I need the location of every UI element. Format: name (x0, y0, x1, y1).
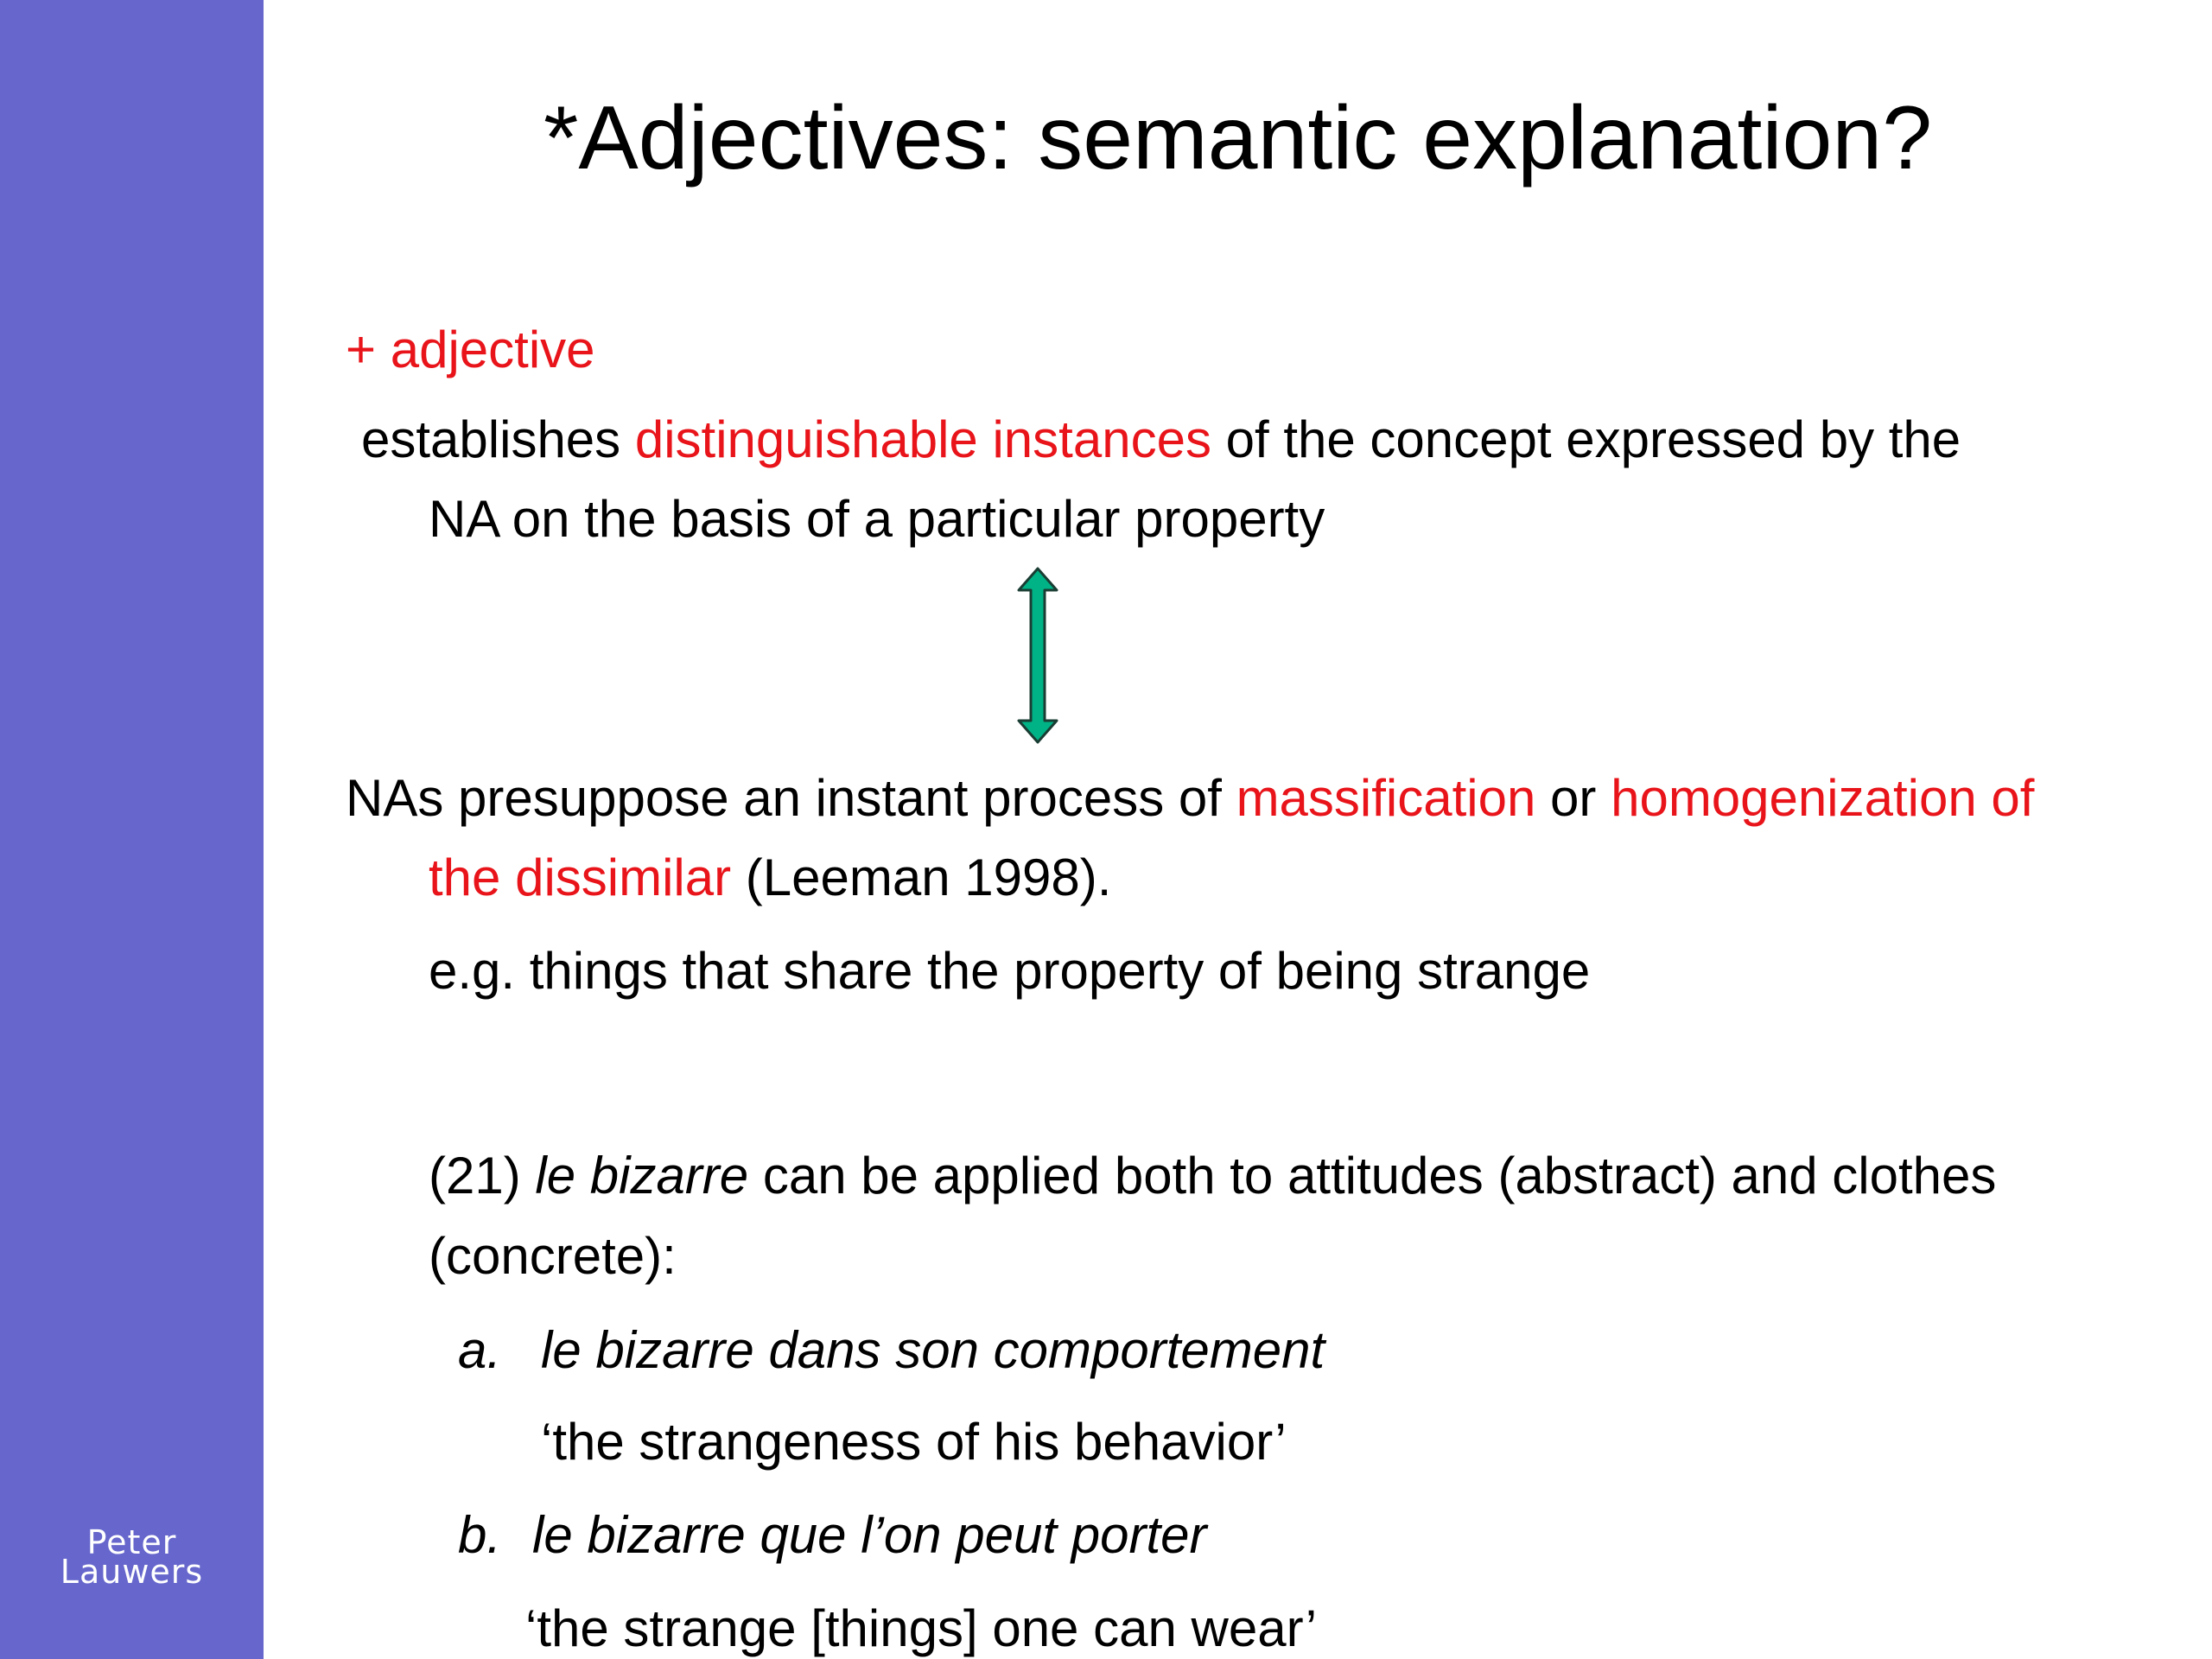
example-21-line-2: (concrete): (429, 1227, 677, 1285)
double-arrow-icon (1016, 566, 1059, 745)
paragraph-2-line-2 (429, 848, 1111, 908)
paragraph-2-line-1 (346, 768, 2034, 829)
p1-highlight-distinguishable: distinguishable instances (634, 410, 1211, 468)
ex21-rest: can be applied both to attitudes (abstract) and clothes (748, 1147, 1997, 1205)
heading-adjective: + adjective (346, 321, 595, 378)
paragraph-1-line-2: NA on the basis of a particular property (429, 490, 1325, 548)
author-last-name: Lauwers (60, 1553, 204, 1591)
sidebar (0, 0, 264, 1659)
p2-highlight-homogenization: homogenization of (1611, 769, 2035, 827)
paragraph-1-line-1 (361, 410, 1961, 470)
example-line: e.g. things that share the property of being strange (429, 942, 1591, 1000)
example-b-label: b. (458, 1506, 502, 1564)
p1-text-3: of the concept expressed by the (1211, 410, 1961, 468)
example-b-gloss: ‘the strange [things] one can wear’ (525, 1599, 1318, 1657)
p2-highlight-dissimilar: the dissimilar (429, 849, 732, 906)
ex21-term: le bizarre (535, 1147, 749, 1205)
example-21-line-1 (429, 1146, 1996, 1206)
example-b-text: le bizarre que l’on peut porter (532, 1506, 1207, 1564)
example-a-text: le bizarre dans son comportement (541, 1321, 1325, 1379)
example-a-gloss: ‘the strangeness of his behavior’ (541, 1413, 1287, 1471)
p2-citation: (Leeman 1998). (731, 849, 1112, 906)
p1-text-1: establishes (361, 410, 635, 468)
ex21-number: (21) (429, 1147, 536, 1205)
p2-highlight-massification: massification (1236, 769, 1536, 827)
author-signature (0, 1523, 264, 1591)
slide-title: *Adjectives: semantic explanation? (543, 88, 1933, 188)
p2-text-1: NAs presuppose an instant process of (346, 769, 1236, 827)
example-a-label: a. (458, 1321, 502, 1379)
p2-text-or: or (1535, 769, 1611, 827)
author-first-name: Peter (86, 1523, 177, 1561)
